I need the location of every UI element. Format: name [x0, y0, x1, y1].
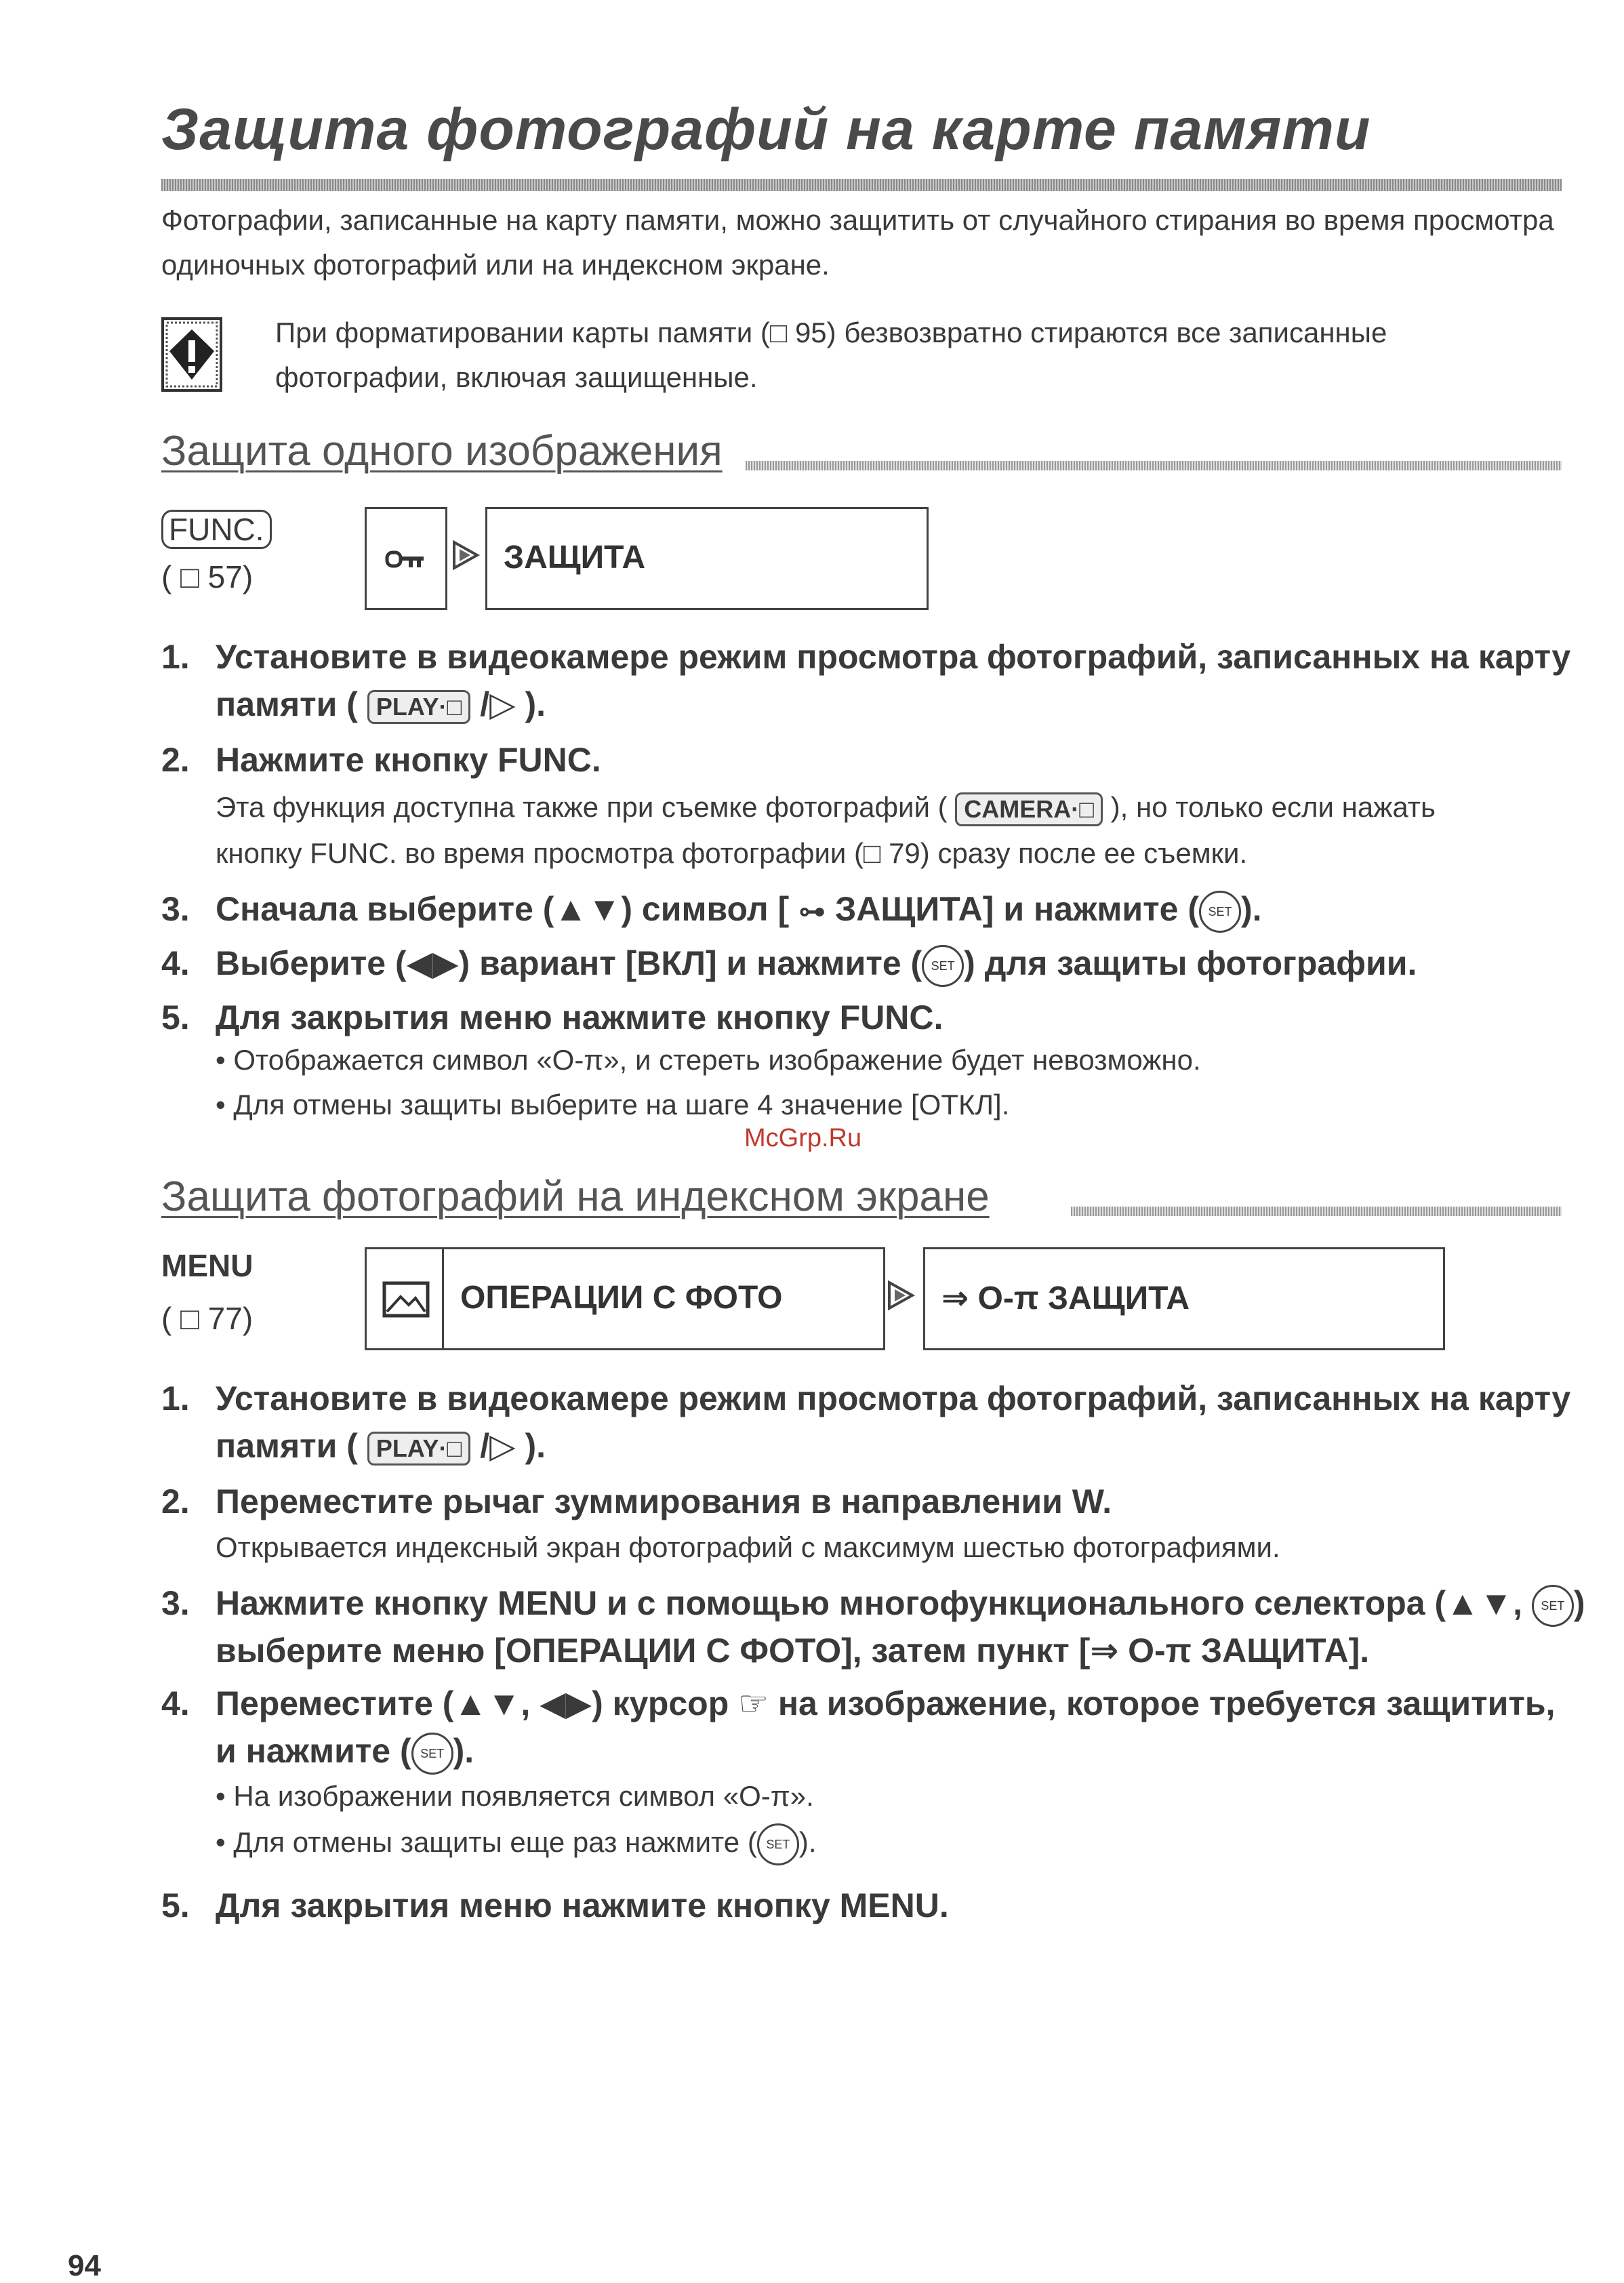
- menu-arrow-icon: [450, 540, 481, 574]
- caution-icon: [161, 317, 222, 392]
- page-title: Защита фотографий на карте памяти: [161, 97, 1371, 162]
- step-3-line2: выберите меню [ОПЕРАЦИИ С ФОТО], затем пункт [⇒ O-π ЗАЩИТА].: [216, 1632, 1370, 1670]
- set-button-icon: SET: [1199, 891, 1241, 933]
- set-button-icon: SET: [411, 1733, 453, 1775]
- page-number: 94: [68, 2249, 101, 2282]
- bullet-2: • Для отмены защиты еще раз нажмите ( SET ).: [216, 1823, 816, 1865]
- submenu-item-box: [923, 1247, 1445, 1350]
- title-rule: [161, 179, 1562, 191]
- func-page-ref: ( □ 57): [161, 559, 253, 594]
- camera-mode-key: CAMERA·□: [955, 792, 1103, 826]
- section-rule: [1071, 1207, 1562, 1216]
- step-5: 5. Для закрытия меню нажмите кнопку FUNC.: [161, 998, 943, 1036]
- step-1: 1. Установите в видеокамере режим просмотра фотографий, записанных на карту: [161, 1379, 1571, 1417]
- section-rule: [746, 461, 1562, 470]
- func-key-label: FUNC.: [161, 510, 272, 549]
- section-heading: Защита фотографий на индексном экране: [161, 1173, 990, 1220]
- step-2-note-line2: кнопку FUNC. во время просмотра фотографии (□ 79) сразу после ее съемки.: [216, 837, 1248, 869]
- key-icon: ⊶: [798, 897, 826, 927]
- step-2-note: Эта функция доступна также при съемке фотографий ( CAMERA·□ ), но только если нажать: [216, 785, 1436, 830]
- step-1-line2: памяти ( PLAY·□ /▷ ).: [216, 1427, 546, 1465]
- menu-page-ref: ( □ 77): [161, 1301, 253, 1336]
- set-button-icon: SET: [922, 945, 964, 987]
- step-1: 1. Установите в видеокамере режим просмотра фотографий, записанных на карту: [161, 638, 1571, 676]
- menu-key-label: MENU: [161, 1248, 253, 1283]
- menu-item-label: ОПЕРАЦИИ С ФОТО: [460, 1280, 783, 1316]
- warning-text: При форматировании карты памяти (□ 95) безвозвратно стираются все записанные фотографии, включая защищенные.: [275, 317, 1387, 393]
- step-5: 5. Для закрытия меню нажмите кнопку MENU.: [161, 1886, 949, 1924]
- section-heading: Защита одного изображения: [161, 428, 723, 474]
- bullet-1: • Отображается символ «O-π», и стереть изображение будет невозможно.: [216, 1044, 1201, 1076]
- step-4: 4. Выберите (◀▶) вариант [ВКЛ] и нажмите ( SET ) для защиты фотографии.: [161, 940, 1417, 987]
- watermark: McGrp.Ru: [744, 1124, 862, 1152]
- menu-arrow-icon: [885, 1280, 916, 1314]
- step-3: 3. Нажмите кнопку MENU и с помощью многофункционального селектора (▲▼, SET ): [161, 1579, 1585, 1627]
- key-icon: [367, 509, 445, 608]
- set-button-icon: SET: [1532, 1585, 1574, 1627]
- photo-icon: [367, 1249, 445, 1348]
- set-button-icon: SET: [757, 1823, 799, 1865]
- step-2: 2. Нажмите кнопку FUNC.: [161, 741, 601, 779]
- menu-icon-box: [365, 507, 447, 610]
- menu-item-label: ЗАЩИТА: [504, 540, 646, 575]
- bullet-1: • На изображении появляется символ «O-π».: [216, 1780, 814, 1812]
- menu-item-box: [485, 507, 929, 610]
- step-1-line2: памяти ( PLAY·□ /▷ ).: [216, 685, 546, 723]
- step-2-note: Открывается индексный экран фотографий с максимум шестью фотографиями.: [216, 1531, 1280, 1563]
- bullet-2: • Для отмены защиты выберите на шаге 4 значение [ОТКЛ].: [216, 1089, 1010, 1120]
- play-mode-key: PLAY·□: [367, 690, 470, 724]
- step-4: 4. Переместите (▲▼, ◀▶) курсор ☞ на изображение, которое требуется защитить,: [161, 1684, 1556, 1722]
- submenu-item-label: ⇒ O-π ЗАЩИТА: [941, 1280, 1190, 1316]
- step-4-line2: и нажмите ( SET ).: [216, 1727, 474, 1775]
- step-3: 3. Сначала выберите (▲▼) символ [ ⊶ ЗАЩИТА] и нажмите ( SET ).: [161, 885, 1262, 935]
- menu-item-box: [442, 1247, 885, 1350]
- intro-paragraph: Фотографии, записанные на карту памяти, можно защитить от случайного стирания во время просмотра одиночных фотографий или на индексном экране.: [161, 204, 1554, 281]
- menu-icon-box: [365, 1247, 447, 1350]
- play-mode-key: PLAY·□: [367, 1432, 470, 1466]
- step-2: 2. Переместите рычаг зуммирования в направлении W.: [161, 1482, 1112, 1520]
